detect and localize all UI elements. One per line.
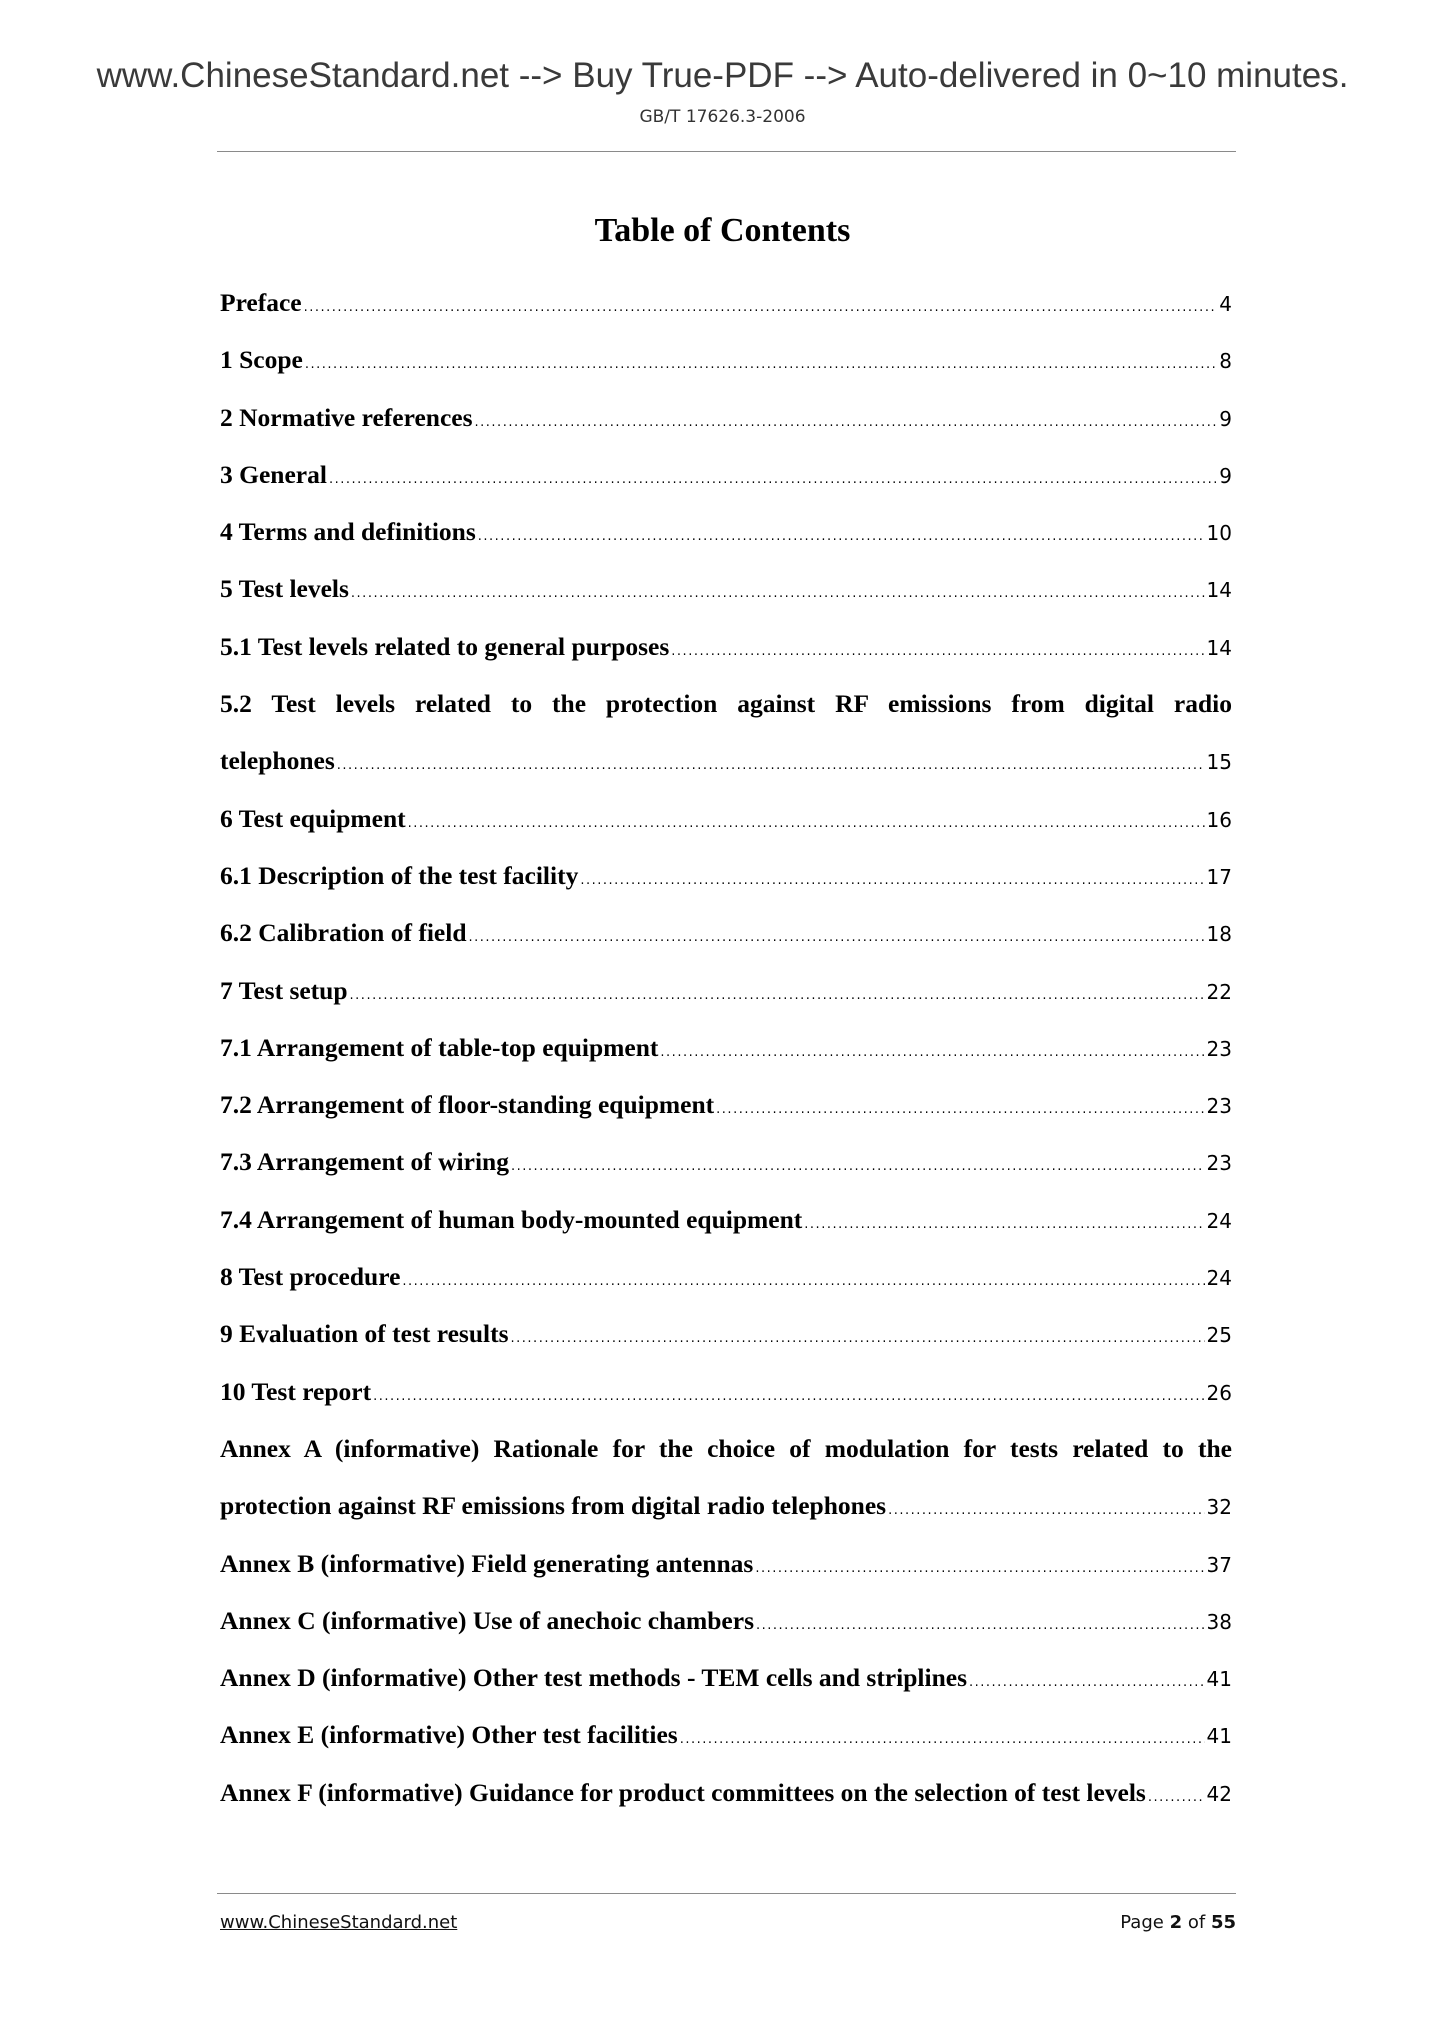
toc-entry-page: 24 bbox=[1206, 1208, 1232, 1233]
toc-entry-general[interactable] bbox=[220, 452, 1232, 509]
toc-entry-scope[interactable] bbox=[220, 337, 1232, 394]
dot-leader bbox=[469, 930, 1205, 945]
toc-entry-label: Annex F (informative) Guidance for product committees on the selection of test levels bbox=[220, 1777, 1146, 1807]
toc-entry-test-procedure[interactable] bbox=[220, 1254, 1232, 1311]
toc-entry-page: 41 bbox=[1206, 1724, 1232, 1749]
toc-entry-5-2[interactable] bbox=[220, 681, 1232, 796]
dot-leader bbox=[680, 1732, 1205, 1747]
toc-entry-page: 8 bbox=[1219, 349, 1232, 374]
toc-entry-annex-f[interactable] bbox=[220, 1770, 1232, 1827]
toc-entry-label: 2 Normative references bbox=[220, 402, 473, 432]
toc-entry-page: 15 bbox=[1206, 750, 1232, 775]
toc-entry-label: Annex C (informative) Use of anechoic chambers bbox=[220, 1605, 754, 1635]
table-of-contents bbox=[220, 280, 1232, 1827]
dot-leader bbox=[969, 1675, 1205, 1690]
toc-entry-terms-and-definitions[interactable] bbox=[220, 509, 1232, 566]
toc-entry-label: 6.2 Calibration of field bbox=[220, 918, 467, 948]
toc-entry-7-3[interactable] bbox=[220, 1139, 1232, 1196]
toc-entry-page: 16 bbox=[1206, 807, 1232, 832]
toc-entry-test-equipment[interactable] bbox=[220, 796, 1232, 853]
dot-leader bbox=[1148, 1790, 1205, 1805]
toc-entry-page: 32 bbox=[1206, 1494, 1232, 1519]
toc-entry-annex-d[interactable] bbox=[220, 1655, 1232, 1712]
toc-entry-page: 14 bbox=[1206, 635, 1232, 660]
dot-leader bbox=[408, 816, 1205, 831]
toc-entry-label: 10 Test report bbox=[220, 1376, 372, 1406]
header-divider bbox=[217, 151, 1236, 152]
dot-leader bbox=[580, 873, 1204, 888]
dot-leader bbox=[373, 1389, 1204, 1404]
toc-entry-6-1[interactable] bbox=[220, 853, 1232, 910]
page-total: 55 bbox=[1210, 1912, 1236, 1933]
toc-entry-normative-references[interactable] bbox=[220, 395, 1232, 452]
toc-entry-annex-a[interactable] bbox=[220, 1426, 1232, 1541]
toc-entry-label: 3 General bbox=[220, 459, 327, 489]
toc-entry-page: 23 bbox=[1206, 1094, 1232, 1119]
footer-divider bbox=[217, 1893, 1236, 1894]
toc-entry-label: 6 Test equipment bbox=[220, 803, 406, 833]
toc-entry-test-levels[interactable] bbox=[220, 566, 1232, 623]
toc-entry-page: 23 bbox=[1206, 1036, 1232, 1061]
dot-leader bbox=[304, 300, 1218, 315]
toc-entry-label-line1: 5.2 Test levels related to the protection against RF emissions from digital radio bbox=[220, 689, 1232, 719]
dot-leader bbox=[804, 1217, 1204, 1232]
toc-entry-page: 37 bbox=[1206, 1552, 1232, 1577]
page-current: 2 bbox=[1169, 1912, 1183, 1933]
page-number bbox=[1120, 1912, 1236, 1933]
toc-entry-5-1[interactable] bbox=[220, 624, 1232, 681]
toc-entry-page: 24 bbox=[1206, 1266, 1232, 1291]
toc-entry-preface[interactable] bbox=[220, 280, 1232, 337]
toc-entry-page: 9 bbox=[1219, 406, 1232, 431]
toc-entry-label: 5 Test levels bbox=[220, 574, 349, 604]
dot-leader bbox=[511, 1331, 1205, 1346]
toc-entry-label-line2: protection against RF emissions from digital radio telephones bbox=[220, 1490, 887, 1520]
dot-leader bbox=[756, 1618, 1205, 1633]
toc-entry-label: 7.2 Arrangement of floor-standing equipment bbox=[220, 1090, 715, 1120]
toc-entry-page: 38 bbox=[1206, 1609, 1232, 1634]
toc-entry-label: 1 Scope bbox=[220, 345, 303, 375]
document-id: GB/T 17626.3-2006 bbox=[639, 107, 806, 127]
toc-entry-page: 17 bbox=[1206, 864, 1232, 889]
toc-entry-page: 23 bbox=[1206, 1151, 1232, 1176]
dot-leader bbox=[660, 1045, 1204, 1060]
toc-entry-page: 41 bbox=[1206, 1667, 1232, 1692]
toc-entry-page: 14 bbox=[1206, 578, 1232, 603]
dot-leader bbox=[337, 758, 1205, 773]
toc-entry-annex-e[interactable] bbox=[220, 1712, 1232, 1769]
dot-leader bbox=[755, 1561, 1204, 1576]
dot-leader bbox=[888, 1503, 1204, 1518]
toc-entry-6-2[interactable] bbox=[220, 910, 1232, 967]
toc-entry-label-line2: telephones bbox=[220, 746, 335, 776]
footer-website-link[interactable]: www.ChineseStandard.net bbox=[220, 1912, 458, 1933]
toc-entry-7-2[interactable] bbox=[220, 1082, 1232, 1139]
dot-leader bbox=[478, 529, 1205, 544]
toc-entry-page: 25 bbox=[1206, 1323, 1232, 1348]
toc-entry-label: Preface bbox=[220, 288, 302, 317]
toc-entry-label: 7.3 Arrangement of wiring bbox=[220, 1147, 509, 1177]
toc-entry-page: 22 bbox=[1206, 979, 1232, 1004]
toc-entry-page: 18 bbox=[1206, 922, 1232, 947]
toc-entry-label: 6.1 Description of the test facility bbox=[220, 860, 579, 890]
toc-entry-annex-c[interactable] bbox=[220, 1598, 1232, 1655]
toc-entry-annex-b[interactable] bbox=[220, 1541, 1232, 1598]
toc-entry-page: 26 bbox=[1206, 1380, 1232, 1405]
toc-entry-label: 4 Terms and definitions bbox=[220, 517, 476, 547]
toc-entry-label: Annex B (informative) Field generating antennas bbox=[220, 1548, 754, 1578]
toc-entry-page: 42 bbox=[1206, 1781, 1232, 1806]
toc-entry-page: 4 bbox=[1219, 292, 1232, 316]
toc-entry-7-1[interactable] bbox=[220, 1025, 1232, 1082]
dot-leader bbox=[329, 472, 1217, 487]
dot-leader bbox=[305, 357, 1217, 372]
dot-leader bbox=[475, 415, 1218, 430]
toc-entry-7-4[interactable] bbox=[220, 1197, 1232, 1254]
page-prefix: Page bbox=[1120, 1912, 1164, 1933]
toc-entry-test-setup[interactable] bbox=[220, 968, 1232, 1025]
toc-entry-label: 7.4 Arrangement of human body-mounted equipment bbox=[220, 1204, 803, 1234]
dot-leader bbox=[402, 1274, 1204, 1289]
toc-entry-label: 7.1 Arrangement of table-top equipment bbox=[220, 1032, 659, 1062]
dot-leader bbox=[671, 644, 1204, 659]
toc-entry-page: 9 bbox=[1219, 463, 1232, 488]
page-of: of bbox=[1187, 1912, 1206, 1933]
header-banner: www.ChineseStandard.net --> Buy True-PDF --> Auto-delivered in 0~10 minutes. bbox=[96, 56, 1349, 95]
toc-entry-label: 9 Evaluation of test results bbox=[220, 1319, 509, 1349]
dot-leader bbox=[716, 1102, 1204, 1117]
toc-entry-label: 8 Test procedure bbox=[220, 1262, 401, 1292]
dot-leader bbox=[511, 1159, 1205, 1174]
toc-entry-label: Annex E (informative) Other test facilities bbox=[220, 1720, 678, 1750]
page-title: Table of Contents bbox=[594, 212, 851, 249]
dot-leader bbox=[350, 988, 1205, 1003]
toc-entry-page: 10 bbox=[1206, 521, 1232, 546]
toc-entry-label-line1: Annex A (informative) Rationale for the choice of modulation for tests related to the bbox=[220, 1433, 1232, 1463]
dot-leader bbox=[351, 586, 1205, 601]
toc-entry-label: 7 Test setup bbox=[220, 975, 348, 1005]
toc-entry-label: 5.1 Test levels related to general purposes bbox=[220, 631, 670, 661]
toc-entry-test-report[interactable] bbox=[220, 1369, 1232, 1426]
toc-entry-label: Annex D (informative) Other test methods - TEM cells and striplines bbox=[220, 1663, 968, 1693]
toc-entry-evaluation[interactable] bbox=[220, 1311, 1232, 1368]
